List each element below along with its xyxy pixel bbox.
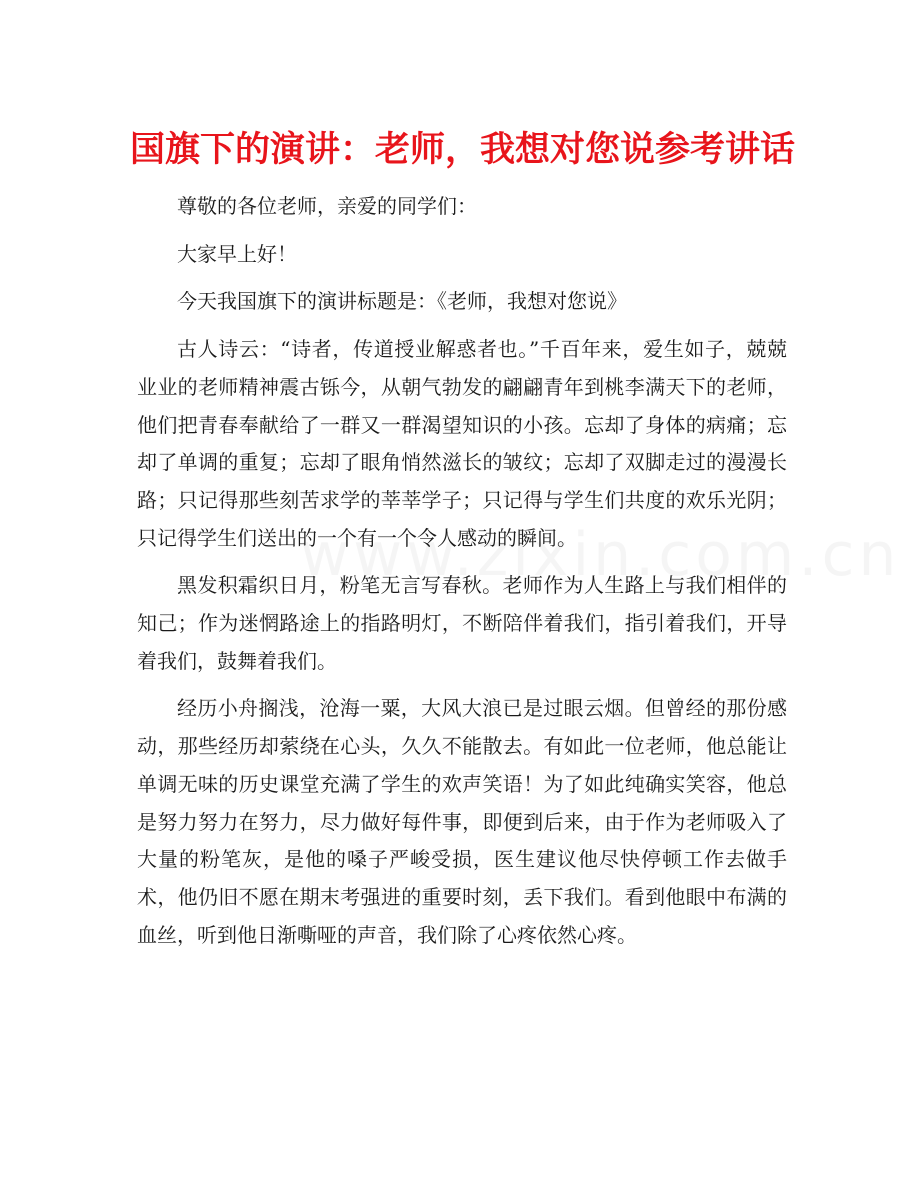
document-title: 国旗下的演讲：老师，我想对您说参考讲话 <box>130 130 796 170</box>
body-paragraph: 古人诗云：“诗者，传道授业解惑者也。”千百年来，爱生如子，兢兢业业的老师精神震古铄今，从朝气勃发的翩翩青年到桃李满天下的老师，他们把青春奉献给了一群又一群渴望知识的小孩。忘却了身体的病痛；忘却了单调的重复；忘却了眼角悄然滋长的皱纹；忘却了双脚走过的漫漫长路；只记得那些刻苦求学的莘莘学子；只记得与学生们共度的欢乐光阴；只记得学生们送出的一个有一个令人感动的瞬间。 <box>137 337 787 550</box>
greeting-paragraph: 大家早上好！ <box>177 241 297 266</box>
topic-paragraph: 今天我国旗下的演讲标题是：《老师，我想对您说》 <box>177 289 627 314</box>
document-body <box>137 188 787 954</box>
salutation-paragraph: 尊敬的各位老师，亲爱的同学们： <box>177 194 477 218</box>
body-paragraph: 黑发积霜织日月，粉笔无言写春秋。老师作为人生路上与我们相伴的知己；作为迷惘路途上的指路明灯，不断陪伴着我们，指引着我们，开导着我们，鼓舞着我们。 <box>137 573 787 673</box>
body-paragraph: 经历小舟搁浅，沧海一粟，大风大浪已是过眼云烟。但曾经的那份感动，那些经历却萦绕在心头，久久不能散去。有如此一位老师，他总能让单调无味的历史课堂充满了学生的欢声笑语！为了如此纯确实笑容，他总是努力努力在努力，尽力做好每件事，即便到后来，由于作为老师吸入了大量的粉笔灰，是他的嗓子严峻受损，医生建议他尽快停顿工作去做手术，他仍旧不愿在期末考强进的重要时刻，丢下我们。看到他眼中布满的血丝，听到他日渐嘶哑的声音，我们除了心疼依然心疼。 <box>137 696 787 947</box>
